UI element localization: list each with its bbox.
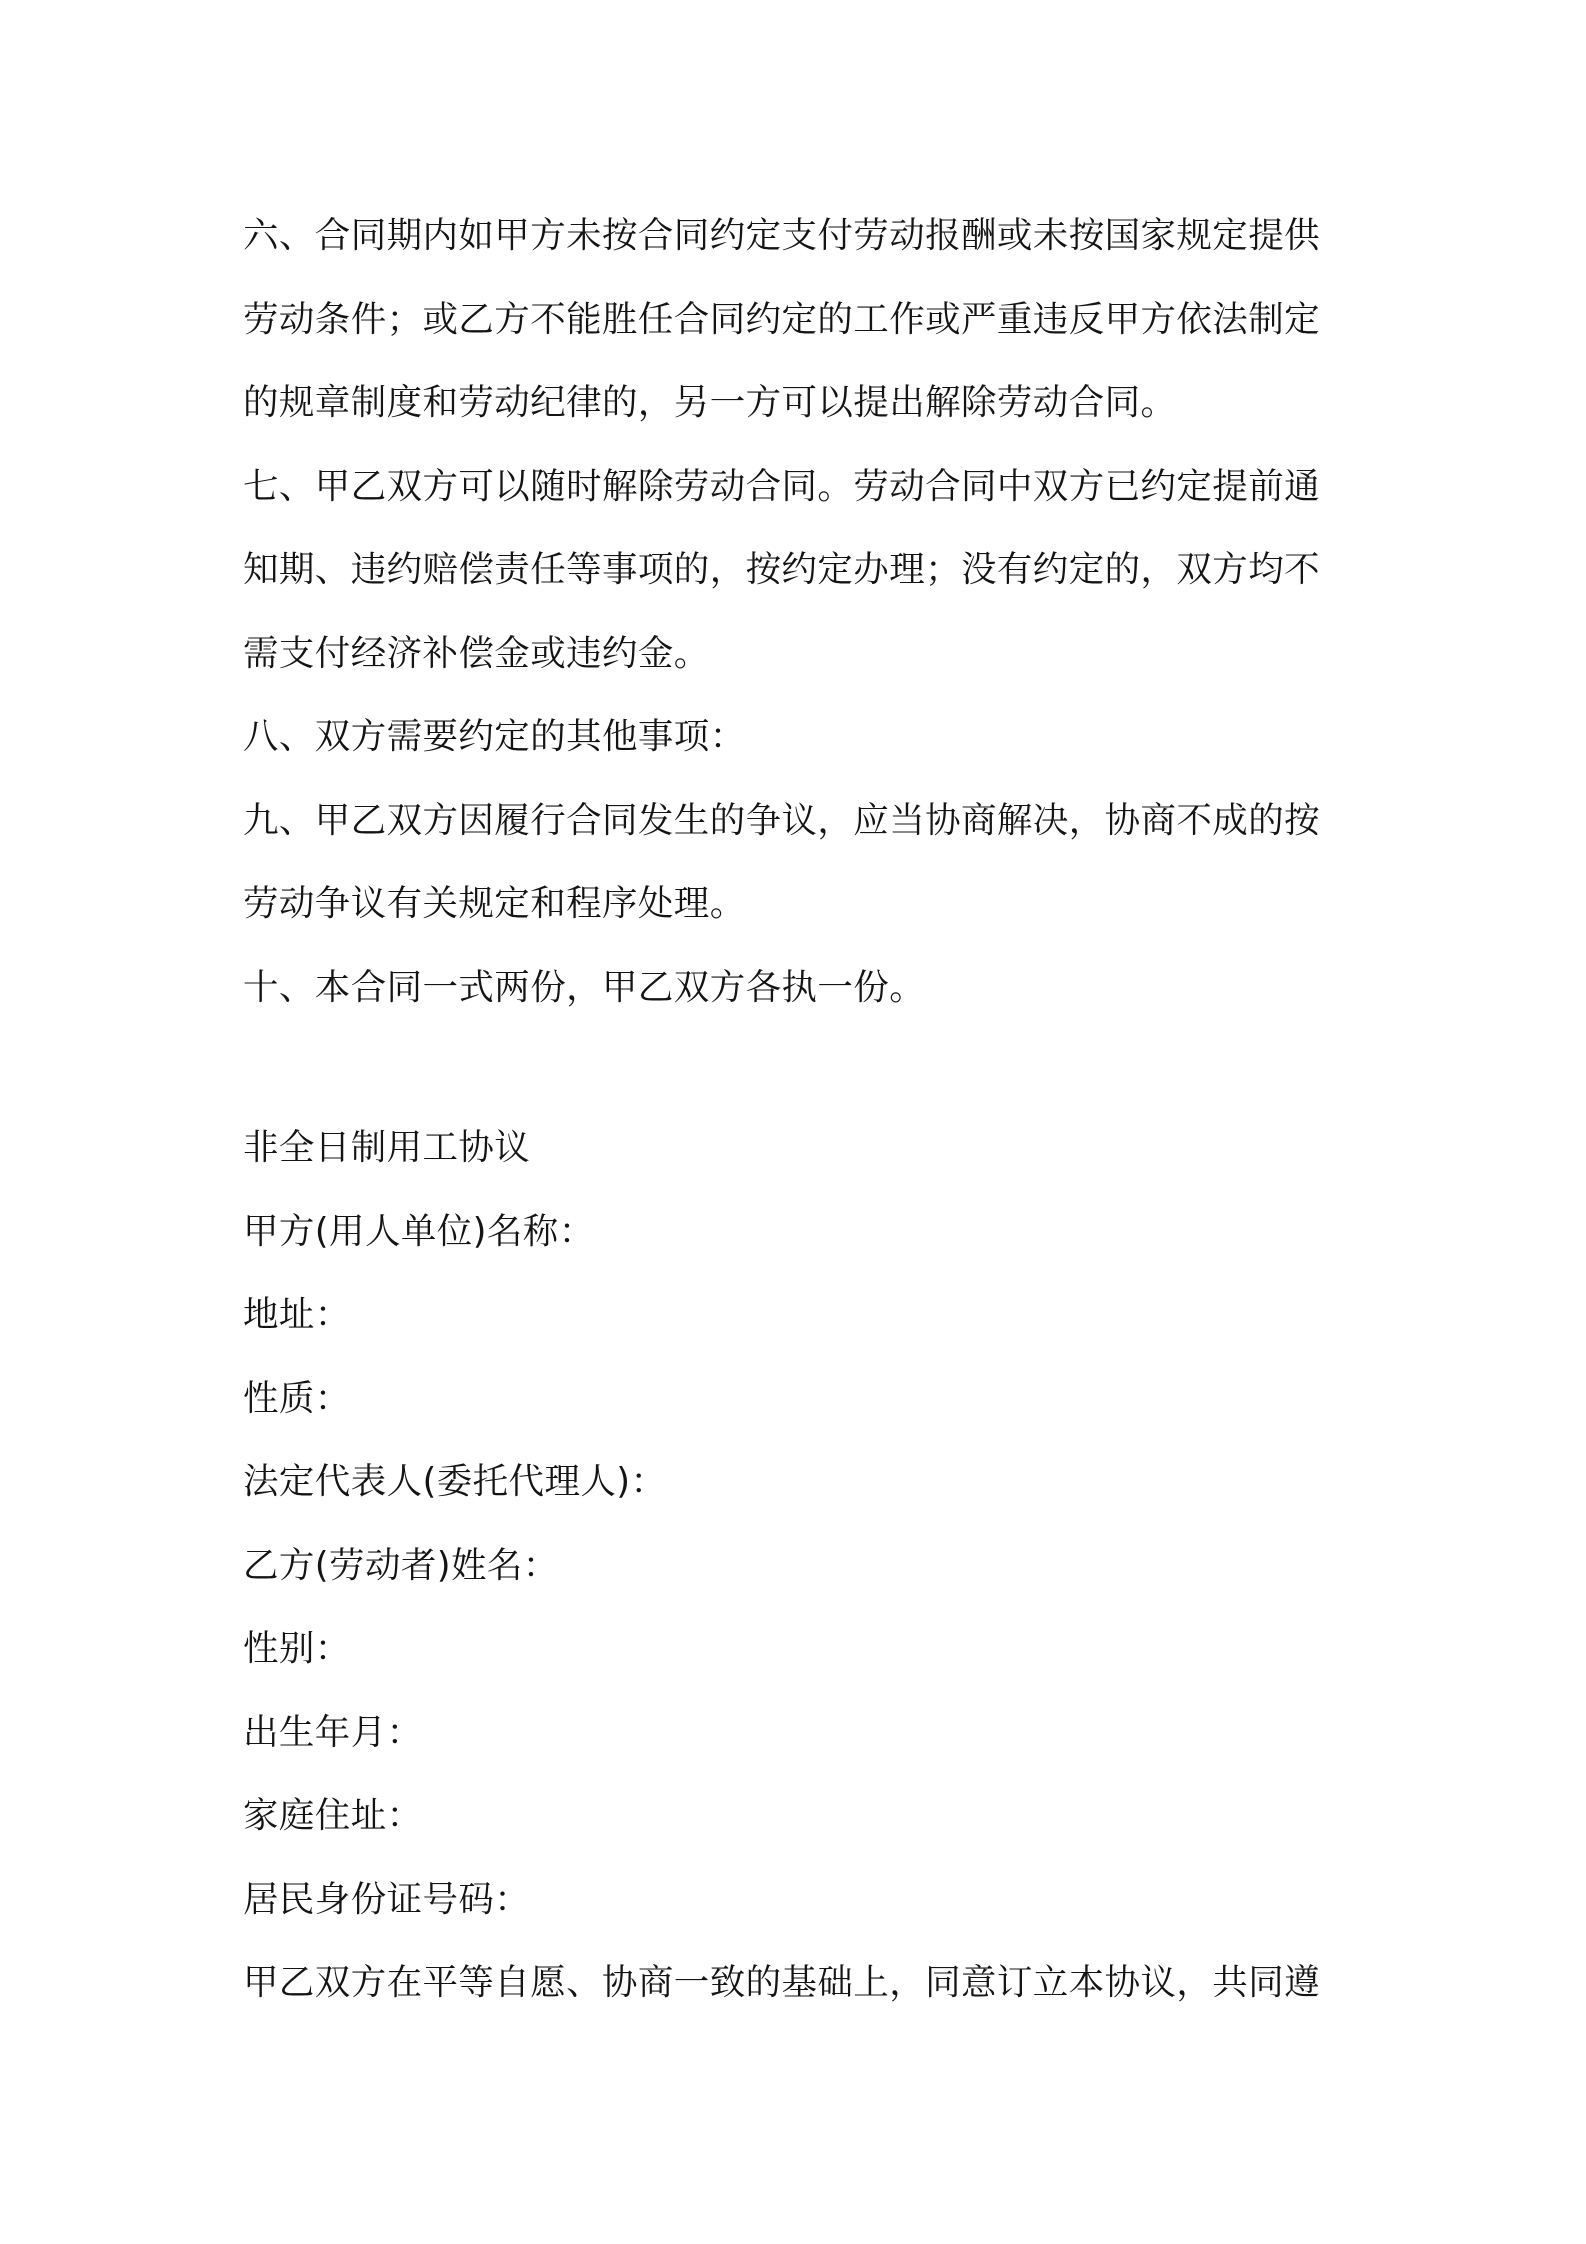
clause-6 [243,194,1363,445]
clause-7 [243,445,1363,696]
clause-9 [243,779,1363,946]
document-body [243,194,1363,2025]
clause-6-line-2: 劳动条件；或乙方不能胜任合同约定的工作或严重违反甲方依法制定 [243,298,1321,340]
agreement-title: 非全日制用工协议 [243,1127,531,1168]
gender-field: 性别： [243,1628,351,1669]
clause-7-line-2: 知期、违约赔偿责任等事项的，按约定办理；没有约定的，双方均不 [243,549,1321,590]
address-field: 地址： [243,1294,351,1335]
clause-8-line-1: 八、双方需要约定的其他事项： [243,716,746,757]
id-number-field: 居民身份证号码： [243,1878,531,1920]
clause-10-line-1: 十、本合同一式两份，甲乙双方各执一份。 [243,966,926,1008]
clause-9-line-1: 九、甲乙双方因履行合同发生的争议，应当协商解决，协商不成的按 [243,799,1321,841]
clause-6-line-3: 的规章制度和劳动纪律的，另一方可以提出解除劳动合同。 [243,382,1177,423]
closing-line: 甲乙双方在平等自愿、协商一致的基础上，同意订立本协议，共同遵 [243,1962,1321,2003]
party-info-fields [243,1190,1363,1942]
clause-7-line-3: 需支付经济补偿金或违约金。 [243,632,710,674]
clause-7-line-1: 七、甲乙双方可以随时解除劳动合同。劳动合同中双方已约定提前通 [243,465,1321,507]
party-b-name-field: 乙方(劳动者)姓名： [243,1544,559,1586]
section-gap [243,1029,1363,1106]
party-a-name-field: 甲方(用人单位)名称： [243,1210,595,1252]
clause-8 [243,695,1363,779]
home-address-field: 家庭住址： [243,1795,423,1836]
legal-representative-field: 法定代表人(委托代理人)： [243,1461,667,1502]
clause-6-line-1: 六、合同期内如甲方未按合同约定支付劳动报酬或未按国家规定提供 [243,215,1321,256]
clause-9-line-2: 劳动争议有关规定和程序处理。 [243,883,746,924]
nature-field: 性质： [243,1377,351,1419]
clause-10 [243,946,1363,1030]
birth-date-field: 出生年月： [243,1711,423,1753]
